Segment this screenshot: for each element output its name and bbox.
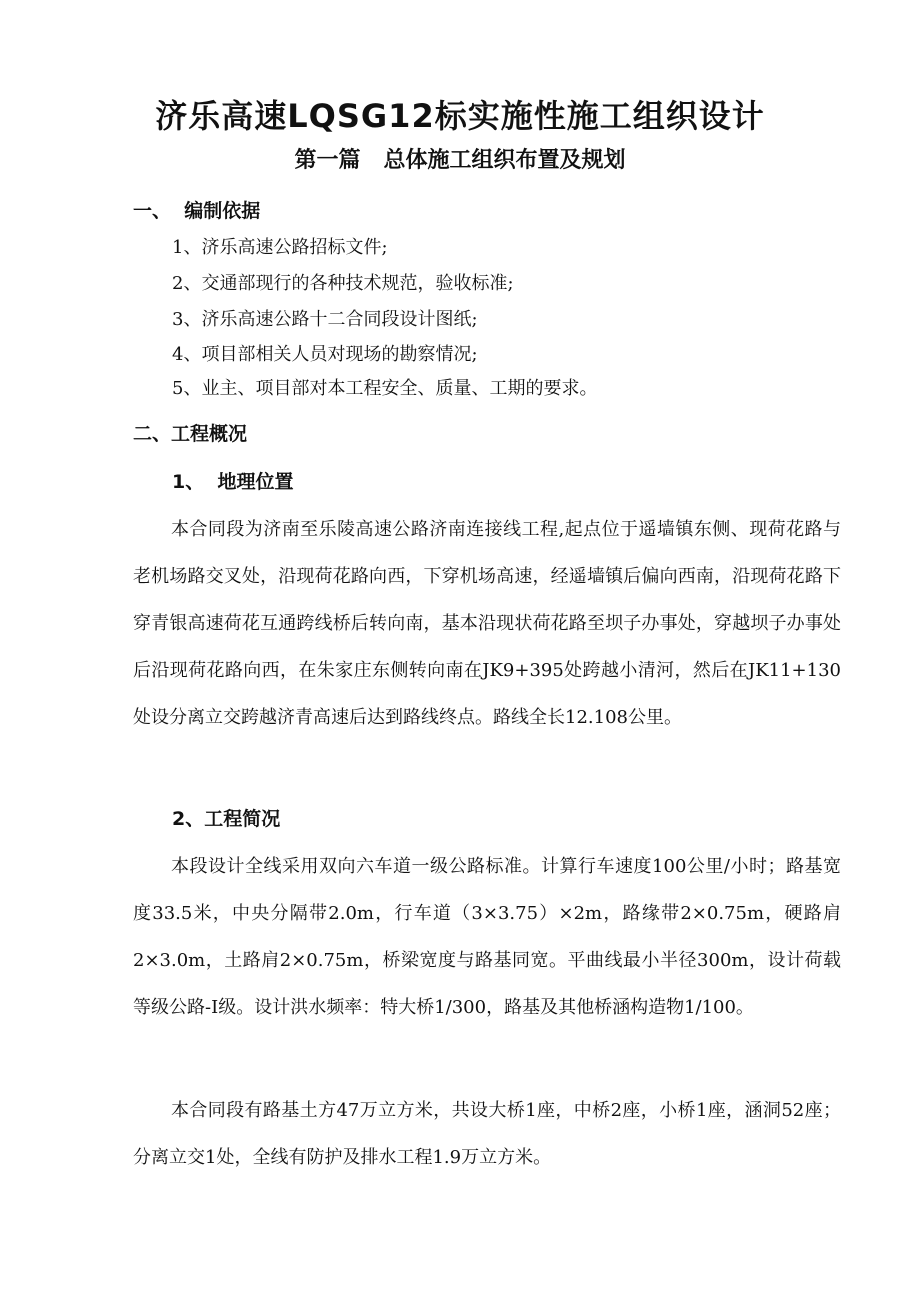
document-subtitle: 第一篇 总体施工组织布置及规划	[294, 148, 626, 173]
list-item: 4、项目部相关人员对现场的勘察情况;	[172, 344, 478, 365]
section-heading-overview: 二、工程概况	[133, 423, 248, 445]
paragraph-standards: 本段设计全线采用双向六车道一级公路标准。计算行车速度100公里/小时；路基宽度33.5米，中央分隔带2.0m，行车道（3×3.75）×2m，路缘带2×0.75m，硬路肩2×3.0m，土路肩2×0.75m，桥梁宽度与路基同宽。平曲线最小半径300m，设计荷载等级公路-I级。设计洪水频率：特大桥1/300，路基及其他桥涵构造物1/100。	[133, 856, 841, 1018]
list-item: 5、业主、项目部对本工程安全、质量、工期的要求。	[172, 378, 598, 399]
list-item: 2、交通部现行的各种技术规范，验收标准;	[172, 273, 514, 294]
section-heading-basis: 一、 编制依据	[133, 200, 261, 222]
subsection-heading-location: 1、 地理位置	[172, 471, 294, 493]
list-item: 1、济乐高速公路招标文件;	[172, 237, 388, 258]
list-item: 3、济乐高速公路十二合同段设计图纸;	[172, 309, 478, 330]
subsection-heading-summary: 2、工程简况	[172, 808, 281, 830]
paragraph-location: 本合同段为济南至乐陵高速公路济南连接线工程,起点位于遥墙镇东侧、现荷花路与老机场路交叉处，沿现荷花路向西，下穿机场高速，经遥墙镇后偏向西南，沿现荷花路下穿青银高速荷花互通跨线桥后转向南，基本沿现状荷花路至坝子办事处，穿越坝子办事处后沿现荷花路向西，在朱家庄东侧转向南在JK9+395处跨越小清河，然后在JK11+130处设分离立交跨越济青高速后达到路线终点。路线全长12.108公里。	[133, 519, 841, 728]
document-title: 济乐高速LQSG12标实施性施工组织设计	[155, 97, 765, 135]
paragraph-quantities: 本合同段有路基土方47万立方米，共设大桥1座，中桥2座，小桥1座，涵洞52座；分离立交1处，全线有防护及排水工程1.9万立方米。	[133, 1100, 841, 1168]
